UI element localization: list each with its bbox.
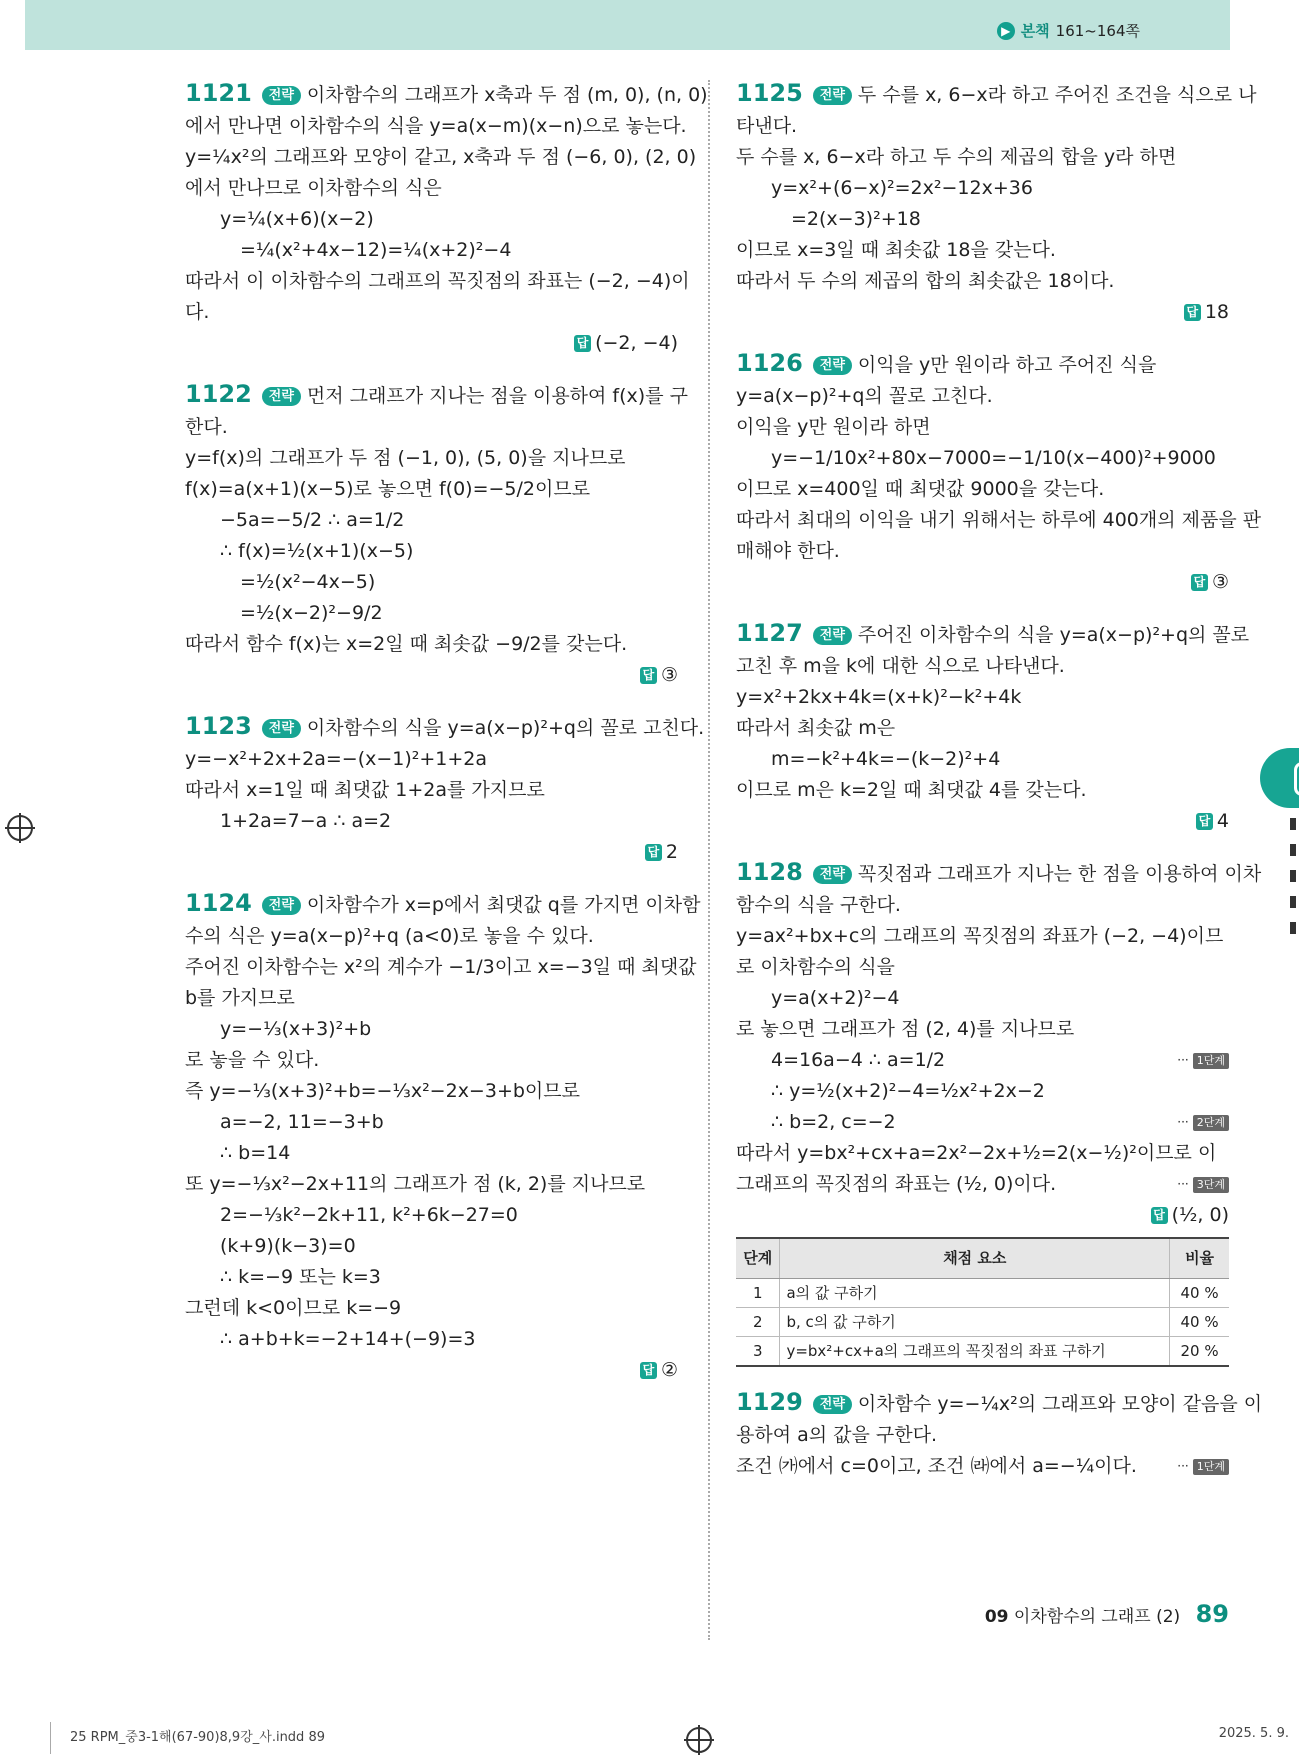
table-cell: 20 % — [1170, 1337, 1229, 1367]
table-cell: 40 % — [1170, 1279, 1229, 1308]
answer-line — [736, 297, 1229, 328]
problem-block — [736, 857, 1262, 1367]
solution-text: −5a=−5/2 ∴ a=1/2 — [220, 509, 405, 531]
table-cell: 1 — [736, 1279, 780, 1308]
problem-number: 1125 — [736, 79, 803, 107]
solution-line — [736, 474, 1229, 505]
solution-text: b를 가지므로 — [185, 987, 295, 1009]
solution-line — [736, 412, 1229, 443]
solution-line — [736, 1451, 1229, 1482]
solution-text: ∴ a+b+k=−2+14+(−9)=3 — [220, 1328, 476, 1350]
print-date: 2025. 5. 9. — [1218, 1726, 1289, 1741]
step-badge: 1단계 — [1193, 1053, 1229, 1069]
solution-text: y=−x²+2x+2a=−(x−1)²+1+2a — [185, 748, 488, 770]
solution-text: 매해야 한다. — [736, 540, 840, 562]
solution-line — [736, 1107, 1229, 1138]
strategy-text-cont: 에서 만나면 이차함수의 식을 y=a(x−m)(x−n)으로 놓는다. — [185, 115, 687, 137]
step-badge: 1단계 — [1193, 1459, 1229, 1475]
strategy-tag: 전략 — [813, 86, 852, 105]
problem-block — [185, 711, 705, 868]
strategy-text-cont: 고친 후 m을 k에 대한 식으로 나타낸다. — [736, 655, 1065, 677]
strategy-text: 이차함수의 그래프가 x축과 두 점 (m, 0), (n, 0) — [306, 84, 708, 106]
solution-text: =½(x−2)²−9/2 — [240, 602, 383, 624]
solution-line — [185, 1231, 678, 1262]
solution-text: 따라서 최대의 이익을 내기 위해서는 하루에 400개의 제품을 판 — [736, 509, 1262, 531]
page-footer — [985, 1600, 1229, 1628]
solution-text: 두 수를 x, 6−x라 하고 두 수의 제곱의 합을 y라 하면 — [736, 146, 1177, 168]
scoring-table — [736, 1237, 1229, 1367]
answer-value: 18 — [1204, 301, 1229, 323]
strategy-line — [736, 618, 1250, 651]
solution-line — [736, 744, 1229, 775]
solution-line — [736, 775, 1229, 806]
solution-text: ∴ f(x)=½(x+1)(x−5) — [220, 540, 414, 562]
solution-text: 따라서 두 수의 제곱의 합의 최솟값은 18이다. — [736, 270, 1115, 292]
step-marker — [1177, 1169, 1229, 1200]
solution-line — [736, 682, 1229, 713]
top-banner — [25, 0, 1230, 50]
print-file-info: 25 RPM_중3-1해(67-90)8,9강_사.indd 89 — [70, 1730, 325, 1745]
answer-badge: 답 — [574, 335, 591, 352]
strategy-line — [185, 888, 701, 921]
solution-line — [185, 952, 697, 983]
solution-text: y=a(x+2)²−4 — [771, 987, 900, 1009]
page-reference — [997, 20, 1140, 41]
answer-badge: 답 — [645, 844, 662, 861]
problem-number: 1126 — [736, 349, 803, 377]
ref-label: 본책 — [1020, 22, 1050, 40]
solution-line — [736, 713, 1229, 744]
table-row — [736, 1279, 1229, 1308]
solution-line — [185, 1293, 678, 1324]
solution-line — [185, 443, 678, 474]
strategy-text-cont: 수의 식은 y=a(x−p)²+q (a<0)로 놓을 수 있다. — [185, 925, 594, 947]
step-dots: ··· — [1177, 1115, 1189, 1129]
solution-line — [736, 443, 1229, 474]
solution-line — [185, 775, 678, 806]
problem-block — [736, 1387, 1263, 1482]
solution-text: 이므로 x=400일 때 최댓값 9000을 갖는다. — [736, 478, 1105, 500]
strategy-tag: 전략 — [262, 387, 301, 406]
step-dots: ··· — [1177, 1053, 1189, 1067]
solution-line — [185, 806, 678, 837]
strategy-text-cont: 함수의 식을 구한다. — [736, 894, 901, 916]
problem-number: 1123 — [185, 712, 252, 740]
solution-line — [185, 173, 678, 204]
solution-line — [185, 1107, 678, 1138]
problem-number: 1128 — [736, 858, 803, 886]
solution-text: y=¼(x+6)(x−2) — [220, 208, 374, 230]
problem-block — [736, 618, 1250, 837]
solution-line — [185, 1076, 678, 1107]
solution-line — [736, 1014, 1229, 1045]
solution-text: 에서 만나므로 이차함수의 식은 — [185, 177, 442, 199]
table-cell: y=bx²+cx+a의 그래프의 꼭짓점의 좌표 구하기 — [780, 1337, 1170, 1367]
solution-text: 따라서 이 이차함수의 그래프의 꼭짓점의 좌표는 (−2, −4)이 — [185, 270, 690, 292]
side-tab-text — [1290, 818, 1298, 968]
answer-badge: 답 — [1184, 304, 1201, 321]
solution-text: 또 y=−⅓x²−2x+11의 그래프가 점 (k, 2)를 지나므로 — [185, 1173, 646, 1195]
solution-text: 로 놓으면 그래프가 점 (2, 4)를 지나므로 — [736, 1018, 1075, 1040]
problem-number: 1127 — [736, 619, 803, 647]
problem-block — [185, 78, 708, 359]
answer-value: (−2, −4) — [595, 332, 678, 354]
solution-text: 2=−⅓k²−2k+11, k²+6k−27=0 — [220, 1204, 518, 1226]
chapter-title: 이차함수의 그래프 (2) — [1013, 1607, 1181, 1627]
answer-line — [185, 837, 678, 868]
strategy-line — [736, 348, 1229, 381]
ref-pages: 161~164쪽 — [1055, 22, 1140, 40]
strategy-tag: 전략 — [262, 86, 301, 105]
answer-value: (½, 0) — [1171, 1204, 1229, 1226]
solution-line — [736, 235, 1229, 266]
table-cell: 40 % — [1170, 1308, 1229, 1337]
solution-line — [736, 952, 1229, 983]
strategy-text: 이차함수 y=−¼x²의 그래프와 모양이 같음을 이 — [857, 1393, 1263, 1415]
solution-text: =½(x²−4x−5) — [240, 571, 376, 593]
answer-badge: 답 — [1196, 813, 1213, 830]
solution-line — [736, 921, 1229, 952]
solution-line — [736, 266, 1229, 297]
solution-text: ∴ b=2, c=−2 — [771, 1111, 896, 1133]
strategy-text: 이차함수가 x=p에서 최댓값 q를 가지면 이차함 — [306, 894, 701, 916]
strategy-line — [185, 78, 708, 111]
answer-badge: 답 — [1151, 1207, 1168, 1224]
strategy-text: 먼저 그래프가 지나는 점을 이용하여 f(x)를 구 — [306, 385, 688, 407]
table-header: 단계 — [736, 1238, 780, 1279]
registration-mark-icon — [7, 815, 33, 841]
registration-mark-icon — [686, 1727, 712, 1753]
solution-line — [185, 1200, 678, 1231]
answer-value: 4 — [1216, 810, 1229, 832]
table-row — [736, 1308, 1229, 1337]
solution-line — [736, 142, 1229, 173]
solution-line — [185, 505, 678, 536]
solution-text: 로 이차함수의 식을 — [736, 956, 895, 978]
strategy-text: 이차함수의 식을 y=a(x−p)²+q의 꼴로 고친다. — [306, 717, 705, 739]
solution-text: 따라서 y=bx²+cx+a=2x²−2x+½=2(x−½)²이므로 이 — [736, 1142, 1217, 1164]
solution-text: m=−k²+4k=−(k−2)²+4 — [771, 748, 1001, 770]
solution-line — [185, 598, 678, 629]
step-dots: ··· — [1177, 1459, 1189, 1473]
strategy-line — [185, 379, 688, 412]
right-column — [736, 78, 1263, 1502]
strategy-line — [736, 78, 1257, 111]
solution-text: 이므로 m은 k=2일 때 최댓값 4를 갖는다. — [736, 779, 1087, 801]
solution-text: 따라서 x=1일 때 최댓값 1+2a를 가지므로 — [185, 779, 545, 801]
answer-line — [736, 1200, 1229, 1231]
step-badge: 3단계 — [1193, 1177, 1229, 1193]
table-header: 비율 — [1170, 1238, 1229, 1279]
strategy-text-cont: 용하여 a의 값을 구한다. — [736, 1424, 937, 1446]
problem-block — [185, 888, 701, 1386]
strategy-line — [736, 857, 1262, 890]
strategy-text: 두 수를 x, 6−x라 하고 주어진 조건을 식으로 나 — [857, 84, 1257, 106]
solution-text: 로 놓을 수 있다. — [185, 1049, 320, 1071]
solution-text: 주어진 이차함수는 x²의 계수가 −1/3이고 x=−3일 때 최댓값 — [185, 956, 697, 978]
solution-line — [185, 536, 678, 567]
problem-block — [736, 348, 1262, 598]
strategy-tag: 전략 — [262, 719, 301, 738]
solution-text: 이므로 x=3일 때 최솟값 18을 갖는다. — [736, 239, 1056, 261]
solution-line — [185, 142, 697, 173]
solution-line — [185, 983, 678, 1014]
solution-text: y=f(x)의 그래프가 두 점 (−1, 0), (5, 0)을 지나므로 — [185, 447, 626, 469]
solution-line — [185, 297, 678, 328]
solution-line — [736, 1045, 1229, 1076]
strategy-tag: 전략 — [262, 896, 301, 915]
solution-text: ∴ y=½(x+2)²−4=½x²+2x−2 — [771, 1080, 1045, 1102]
solution-text: y=¼x²의 그래프와 모양이 같고, x축과 두 점 (−6, 0), (2, 0) — [185, 146, 697, 168]
column-divider — [708, 80, 710, 1640]
strategy-text-cont: 한다. — [185, 416, 228, 438]
solution-line — [185, 474, 678, 505]
solution-line — [185, 1045, 678, 1076]
solution-text: a=−2, 11=−3+b — [220, 1111, 384, 1133]
problem-number: 1129 — [736, 1388, 803, 1416]
solution-text: 다. — [185, 301, 210, 323]
answer-badge: 답 — [640, 1362, 657, 1379]
step-marker — [1177, 1107, 1229, 1138]
strategy-tag: 전략 — [813, 865, 852, 884]
step-marker — [1177, 1045, 1229, 1076]
table-header: 채점 요소 — [780, 1238, 1170, 1279]
problem-number: 1122 — [185, 380, 252, 408]
step-dots: ··· — [1177, 1177, 1189, 1191]
chapter-side-tab — [1260, 748, 1299, 808]
strategy-tag: 전략 — [813, 356, 852, 375]
solution-text: (k+9)(k−3)=0 — [220, 1235, 356, 1257]
crop-mark — [50, 1722, 51, 1754]
table-cell: 3 — [736, 1337, 780, 1367]
solution-text: 이익을 y만 원이라 하면 — [736, 416, 931, 438]
solution-text: 1+2a=7−a ∴ a=2 — [220, 810, 392, 832]
strategy-line — [736, 1387, 1263, 1420]
problem-block — [736, 78, 1257, 328]
solution-text: ∴ k=−9 또는 k=3 — [220, 1266, 381, 1288]
answer-value: 2 — [665, 841, 678, 863]
solution-text: 그래프의 꼭짓점의 좌표는 (½, 0)이다. — [736, 1173, 1057, 1195]
solution-line — [185, 1262, 678, 1293]
solution-text: 4=16a−4 ∴ a=1/2 — [771, 1049, 946, 1071]
strategy-text: 이익을 y만 원이라 하고 주어진 식을 — [857, 354, 1157, 376]
solution-text: f(x)=a(x+1)(x−5)로 놓으면 f(0)=−5/2이므로 — [185, 478, 591, 500]
solution-text: 그런데 k<0이므로 k=−9 — [185, 1297, 402, 1319]
page-number: 89 — [1195, 1600, 1229, 1628]
solution-line — [736, 536, 1229, 567]
solution-text: y=x²+(6−x)²=2x²−12x+36 — [771, 177, 1033, 199]
strategy-text: 주어진 이차함수의 식을 y=a(x−p)²+q의 꼴로 — [857, 624, 1250, 646]
solution-text: y=x²+2kx+4k=(x+k)²−k²+4k — [736, 686, 1022, 708]
answer-line — [736, 806, 1229, 837]
problem-number: 1121 — [185, 79, 252, 107]
chevron-right-icon: ▶ — [997, 22, 1015, 40]
solution-line — [736, 204, 1229, 235]
solution-text: 따라서 함수 f(x)는 x=2일 때 최솟값 −9/2를 갖는다. — [185, 633, 628, 655]
solution-line — [736, 1138, 1229, 1169]
answer-line — [185, 1355, 678, 1386]
solution-text: y=−1/10x²+80x−7000=−1/10(x−400)²+9000 — [771, 447, 1216, 469]
strategy-tag: 전략 — [813, 1395, 852, 1414]
problem-block — [185, 379, 688, 691]
answer-line — [736, 567, 1229, 598]
solution-line — [736, 983, 1229, 1014]
solution-line — [185, 1014, 678, 1045]
solution-text: =2(x−3)²+18 — [791, 208, 921, 230]
solution-text: ∴ b=14 — [220, 1142, 291, 1164]
solution-line — [185, 744, 678, 775]
answer-line — [185, 660, 678, 691]
solution-line — [185, 1138, 678, 1169]
strategy-text-cont: y=a(x−p)²+q의 꼴로 고친다. — [736, 385, 993, 407]
solution-line — [185, 235, 678, 266]
table-cell: b, c의 값 구하기 — [780, 1308, 1170, 1337]
answer-value: ③ — [660, 664, 678, 686]
strategy-text: 꼭짓점과 그래프가 지나는 한 점을 이용하여 이차 — [857, 863, 1262, 885]
solution-line — [185, 629, 678, 660]
solution-line — [736, 505, 1262, 536]
step-badge: 2단계 — [1193, 1115, 1229, 1131]
solution-text: =¼(x²+4x−12)=¼(x+2)²−4 — [240, 239, 512, 261]
solution-text: 조건 ㈎에서 c=0이고, 조건 ㈑에서 a=−¼이다. — [736, 1455, 1137, 1477]
solution-line — [185, 1324, 678, 1355]
table-cell: 2 — [736, 1308, 780, 1337]
solution-line — [736, 1169, 1229, 1200]
solution-line — [736, 1076, 1229, 1107]
solution-text: y=ax²+bx+c의 그래프의 꼭짓점의 좌표가 (−2, −4)이므 — [736, 925, 1224, 947]
step-marker — [1177, 1451, 1229, 1482]
solution-text: 즉 y=−⅓(x+3)²+b=−⅓x²−2x−3+b이므로 — [185, 1080, 580, 1102]
solution-line — [185, 567, 678, 598]
strategy-tag: 전략 — [813, 626, 852, 645]
solution-line — [185, 266, 690, 297]
solution-line — [736, 173, 1229, 204]
chapter-number: 09 — [984, 1607, 1009, 1627]
table-row — [736, 1337, 1229, 1367]
answer-value: ③ — [1211, 571, 1229, 593]
answer-badge: 답 — [1191, 574, 1208, 591]
solution-line — [185, 204, 678, 235]
answer-line — [185, 328, 678, 359]
strategy-text-cont: 타낸다. — [736, 115, 798, 137]
strategy-line — [185, 711, 705, 744]
solution-text: 따라서 최솟값 m은 — [736, 717, 896, 739]
answer-value: ② — [660, 1359, 678, 1381]
left-column — [185, 78, 708, 1406]
answer-badge: 답 — [640, 667, 657, 684]
problem-number: 1124 — [185, 889, 252, 917]
solution-line — [185, 1169, 678, 1200]
table-cell: a의 값 구하기 — [780, 1279, 1170, 1308]
solution-text: y=−⅓(x+3)²+b — [220, 1018, 372, 1040]
